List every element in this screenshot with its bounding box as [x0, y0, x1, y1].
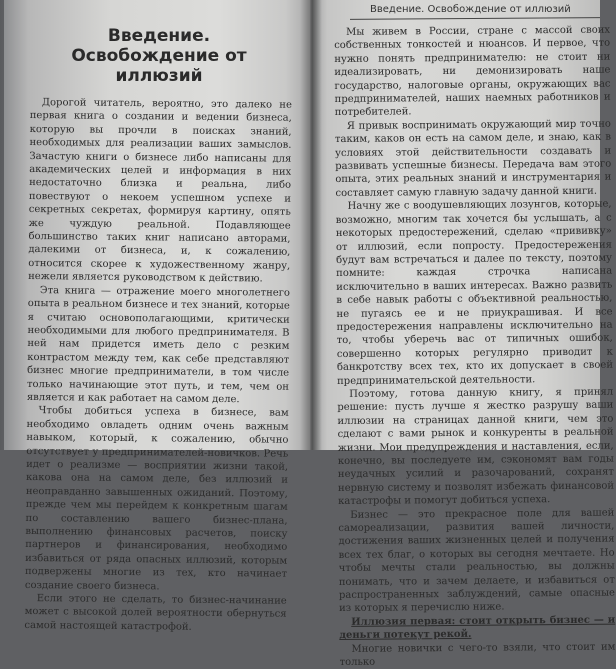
paragraph: Я привык воспринимать окружающий мир точно таким, каков он есть на самом деле, и знаю, как в условиях этой действительности создавать и развивать успешные бизнесы. Передача вам этого опыта, этих реальных знаний и инструментария и составляет самую главную задачу данной книги.: [334, 118, 612, 199]
chapter-title-line1: Введение.: [107, 26, 211, 46]
right-page-body: [334, 24, 616, 669]
paragraph: Чтобы добиться успеха в бизнесе, вам необходимо овладеть одним очень важным навыком, который, к сожалению, обычно отсутствует у предпринимателей-новичков. Речь идет о реализме — восприятии жизни такой, какова она на самом деле, без иллюзий и неоправданно завышенных ожиданий. Поэтому, прежде чем мы перейдем к конкретным шагам по составлению вашего бизнес-плана, выполнению финансовых расчетов, поиску партнеров и финансирования, необходимо избавиться от ряда опасных иллюзий, которым подвержены многие из тех, кто начинает создание своего бизнеса.: [24, 405, 289, 593]
book-gutter-shadow: [300, 0, 322, 450]
right-page: [310, 0, 616, 669]
paragraph: Эта книга — отражение моего многолетнего опыта в реальном бизнесе и тех знаний, которые я считаю основополагающими, критически необходимыми для любого предпринимателя. В ней нам придется иметь дело с резким контрастом между тем, как себе представляют бизнес многие предприниматели, в том числе только начинающие этот путь, и тем, чем он является и как работает на самом деле.: [26, 284, 291, 406]
paragraph: Поэтому, готова данную книгу, я принял решение: пусть лучше я жестко разрушу ваши иллюзии на страницах данной книги, чем это сделают с вами рынок и конкуренты в реальной жизни. Мои предупреждения и наставления, если, конечно, вы последуете им, сэкономят вам годы неудачных усилий и разочарований, сохранят нервную систему и позволят избежать финансовой катастрофы и помогут добиться успеха.: [337, 386, 615, 508]
illusion-subhead: Иллюзия первая: стоит открыть бизнес — и деньги потекут рекой.: [339, 614, 616, 642]
paragraph: Если этого не сделать, то бизнес-начинание может с высокой долей вероятности обернуться самой настоящей катастрофой.: [24, 593, 287, 633]
running-head: Введение. Освобождение от иллюзий: [370, 4, 571, 15]
paragraph: Начну же с воодушевляющих лозунгов, которые, возможно, многим так хочется бы услышать, а с некоторых предостережений, сделаю «прививку» от иллюзий, если попросту. Предостережения будут вам встречаться и далее по тексту, поэтому помните: каждая строчка написана исключительно в ваших интересах. Важно развить в себе навык работы с объективной реальностью, не пугаясь ее и не приукрашивая. И все предостережения направлены исключительно на то, чтобы уберечь вас от типичных ошибок, совершенно которых регулярно приводит к банкротству всех тех, кто их допускает в своей предпринимательской деятельности.: [335, 198, 614, 387]
left-page: [4, 0, 310, 633]
paragraph: Мы живем в России, стране с массой своих собственных тонкостей и нюансов. И первое, что нужно понять предпринимателю: не стоит ни идеализировать, ни демонизировать наше государство, налоговые органы, окружающих вас предпринимателей, наших наемных работников и потребителей.: [334, 24, 611, 119]
chapter-title-line2: Освобождение от иллюзий: [71, 46, 247, 86]
left-page-body: [24, 96, 292, 635]
paragraph: Дорогой читатель, вероятно, это далеко не первая книга о создании и ведении бизнеса, которую вы прочли в поисках знаний, необходимых для реализации ваших замыслов. Зачастую книги о бизнесе либо написаны для академических целей и информация в них недостаточно близка и реальна, либо повествуют о некоем успешном успехе и секретных секретах, формируя картину, опять же чуждую реальной. Подавляющее большинство таких книг написано авторами, далекими от бизнеса, и, к сожалению, относится скорее к художественному жанру, нежели является руководством к действию.: [28, 97, 292, 285]
running-head-rule: [350, 17, 600, 20]
paragraph: Многие новички с чего-то взяли, что стоит им только: [339, 641, 616, 669]
paragraph: Бизнес — это прекрасное поле для вашей самореализации, развития вашей личности, достижения ваших жизненных целей и получения всех тех благ, о которых вы сегодня мечтаете. Но чтобы мечты стали реальностью, вы должны понимать, что и зачем делаете, и избавиться от распространенных заблуждений, самые опасные из которых я перечислю ниже.: [338, 507, 616, 615]
